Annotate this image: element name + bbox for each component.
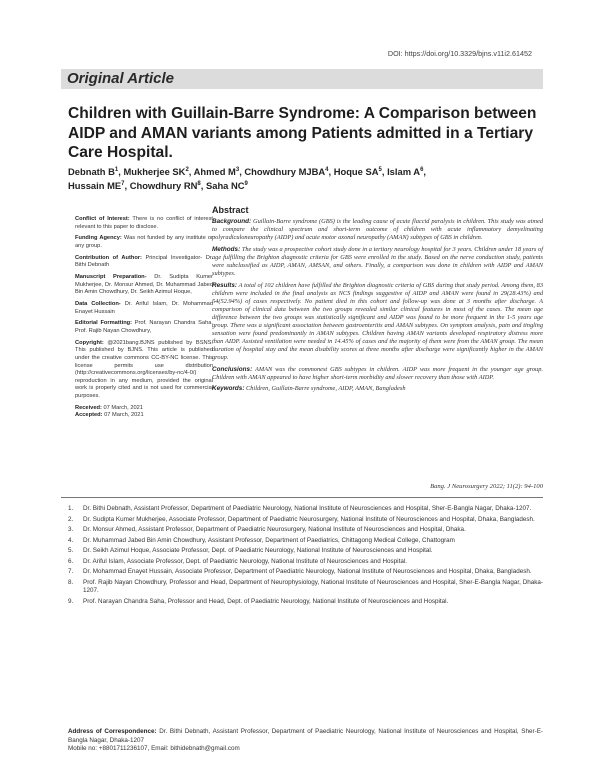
mobile-label: Mobile no: (68, 745, 98, 753)
manuscript-label: Manuscript Preparation- (75, 274, 147, 281)
affiliation-list (68, 505, 543, 608)
correspondence-text: Dr. Bithi Debnath, Assistant Professor, Department of Paediatric Neurology, National Institute of Neurosciences and Hospital, Sher-E-Bangla Nagar, Dhaka-1207 (68, 728, 543, 744)
doi-link[interactable]: DOI: https://doi.org/10.3329/bjns.v11i2.61452 (387, 49, 532, 58)
author-sep: , (328, 166, 334, 178)
section-banner (61, 69, 543, 89)
author-name: Chowdhury RN (129, 180, 198, 192)
conflict-label: Conflict of Interest: (75, 216, 130, 222)
affiliation-item (68, 516, 543, 525)
author-sep: , (239, 166, 245, 178)
affiliation-item (68, 579, 543, 596)
affiliation-number: 3. (68, 526, 74, 533)
affiliation-item (68, 526, 543, 535)
methods-label: Methods: (212, 245, 241, 253)
author-sep: , (118, 166, 124, 178)
accepted-label: Accepted: (75, 412, 103, 419)
footnote-divider (61, 497, 543, 498)
abstract-results (212, 282, 543, 363)
manuscript-text: Dr. Sudipta Kumer Mukherjee, Dr. Monsur Ahmed, Dr. Muhammad Jabed Bin Amin Chowdhury, Dr. Seikh Azimul Hoque, (75, 274, 213, 296)
affiliation-text: Dr. Sudipta Kumer Mukherjee, Associate Professor, Department of Paediatric Neurosurgery, National Institute of Neurosciences and Hospital, Dhaka, Bangladesh. (83, 515, 535, 523)
conflict-text: There is no conflict of interest relevant to this paper to disclose. (75, 216, 213, 230)
received-value: 07 March, 2021 (103, 404, 143, 411)
email-address[interactable]: bithidebnath@gmail.com (170, 745, 240, 753)
author-contribution (75, 255, 213, 270)
author-sep: , (423, 166, 427, 178)
abstract (212, 206, 543, 397)
datacollection-text: Dr. Ariful Islam, Dr. Mohammad Enayet Hussain (75, 301, 213, 315)
affiliation-text: Dr. Mohammad Enayet Hussain, Associate Professor, Department of Paediatric Neurology, National Institute of Neurosciences and Hospital, Dhaka, Bangladesh. (83, 568, 532, 575)
correspondence-label: Address of Correspondence: (68, 728, 157, 735)
affiliation-number: 6. (68, 557, 74, 565)
affiliation-item (68, 558, 543, 567)
affiliation-item (68, 568, 543, 577)
author-sep: , (124, 180, 130, 192)
copyright-text: @2021bang.BJNS published by BSNS. This published by BJNS. This article is published under the creative commons CC-BY-NC license. This license permits use distribution (http://creativecommons.org/licenses/by-nc/4-0/) reproduction in any medium, provided the original work is properly cited and is not used for commercial purposes. (75, 339, 213, 399)
conflict-of-interest (75, 216, 213, 231)
affiliation-item (68, 505, 543, 514)
article-info-sidebar (75, 216, 213, 420)
manuscript-preparation (75, 274, 213, 297)
author-name: Saha NC (205, 180, 245, 192)
section-label: Original Article (67, 70, 174, 87)
author-affil-sup: 7 (121, 181, 125, 188)
editorial-formatting (75, 320, 213, 335)
author-affil-sup: 8 (197, 181, 201, 188)
author-name: Islam A (387, 166, 421, 178)
author-sep: , (188, 166, 194, 178)
author-name: Hoque SA (333, 166, 379, 178)
author-affil-sup: 6 (420, 167, 424, 173)
affiliation-number: 2. (68, 515, 74, 523)
affiliation-text: Dr. Muhammad Jabed Bin Amin Chowdhury, Assistant Professor, Department of Paediatrics, Chittagong Medical College, Chattogram (83, 536, 455, 544)
author-affil-sup: 5 (378, 167, 382, 173)
funding-label: Funding Agency: (75, 235, 122, 242)
conclusions-text: AMAN was the commonest GBS subtypes in children. AIDP was more frequent in the younger age group. Children with AMAN appeared to have higher short-term morbidity and slower recovery than those with AIDP. (212, 365, 543, 381)
affiliation-number: 5. (68, 547, 74, 554)
affiliation-item (68, 547, 543, 556)
editorial-text: Prof. Narayan Chandra Saha, Prof. Rajib Nayan Chowdhury, (75, 320, 213, 335)
affiliation-text: Dr. Seikh Azimul Hoque, Associate Professor, Dept. of Paediatric Neurology, National Institute of Neurosciences and Hospital. (83, 547, 433, 554)
author-affil-sup: 4 (325, 167, 329, 173)
author-name: Ahmed M (193, 166, 236, 178)
author-name: Debnath B (68, 166, 115, 178)
affiliation-text: Prof. Rajib Nayan Chowdhury, Professor and Head, Department of Neurophysiology, National Institute of Neurosciences and Hospital, Sher-E-Bangla Nagar, Dhaka-1207. (83, 578, 543, 595)
affiliation-number: 9. (68, 597, 74, 605)
abstract-background (212, 218, 543, 242)
methods-text: The study was a prospective cohort study done in a tertiary neurology hospital for 3 years. Children under 18 years of age fulfilling the Brighton diagnostic criteria for GBS were enrolled in the study. Based on the nerve conduction study, patients were subclassified as AIDP, AMAN, AMSAN, and others. Finally, a comparison was done in children with AIDP and AMAN subtypes. (212, 245, 543, 278)
affiliation-number: 7. (68, 568, 74, 575)
affiliation-text: Prof. Narayan Chandra Saha, Professor and Head, Dept. of Paediatric Neurology, National Institute of Neurosciences and Hospital. (83, 597, 449, 605)
received-date (75, 405, 213, 413)
email-label: Email: (151, 745, 169, 753)
background-text: Guillain-Barre syndrome (GBS) is the leading cause of acute flaccid paralysis in children. This study was aimed to compare the clinical spectrum and short-term outcome of children with acute inflammatory demyelinating polyradiculoneuropathy (AIDP) and acute motor axonal neuropathy (AMAN) subtypes of GBS in children. (212, 218, 543, 242)
author-sep: , (381, 166, 388, 178)
author-name: Hussain ME (68, 180, 122, 192)
author-list (68, 164, 548, 192)
affiliation-item (68, 537, 543, 546)
background-label: Background: (212, 218, 252, 226)
datacollection-label: Data Collection- (75, 301, 121, 308)
journal-citation: Bang. J Neurosurgery 2022; 11(2): 94-100 (430, 483, 543, 490)
abstract-heading: Abstract (212, 205, 249, 215)
abstract-conclusions (212, 366, 543, 382)
abstract-keywords (212, 385, 543, 393)
affiliation-number: 4. (68, 536, 74, 544)
affiliation-text: Dr. Monsur Ahmed, Assistant Professor, Department of Paediatric Neurosurgery, National Institute of Neurosciences and Hospital, Dhaka. (83, 526, 466, 533)
affiliation-number: 1. (68, 505, 74, 512)
contribution-label: Contribution of Author: (75, 254, 142, 261)
author-affil-sup: 2 (185, 167, 189, 173)
affiliation-text: Dr. Bithi Debnath, Assistant Professor, Department of Paediatric Neurology, National Institute of Neurosciences and Hospital, Sher-E-Bangla Nagar, Dhaka-1207. (83, 505, 532, 512)
contact-line (68, 745, 543, 754)
author-sep: , (200, 180, 206, 192)
data-collection (75, 301, 213, 316)
accepted-date (75, 412, 213, 420)
affiliation-text: Dr. Ariful Islam, Associate Professor, Dept. of Paediatric Neurology, National Institute of Neurosciences and Hospital. (83, 557, 407, 565)
keywords-label: Keywords: (212, 385, 245, 393)
copyright-notice (75, 340, 213, 401)
results-label: Results: (212, 281, 238, 289)
author-line-2 (68, 178, 548, 192)
correspondence-line (68, 728, 543, 745)
affiliation-item (68, 598, 543, 607)
copyright-label: Copyright: (75, 339, 104, 346)
editorial-label: Editorial Formatting: (75, 320, 133, 327)
mobile-number: +8801711236107, (98, 745, 150, 753)
author-name: Mukherjee SK (123, 166, 186, 178)
author-affil-sup: 1 (114, 167, 119, 173)
author-line-1 (68, 164, 548, 178)
funding-text: Was not funded by any institute or any group. (75, 235, 213, 249)
conclusions-label: Conclusions: (212, 365, 253, 373)
received-label: Received: (75, 404, 102, 411)
correspondence-address (68, 728, 543, 754)
contribution-text: Principal Investigator- Dr. Bithi Debnath (75, 254, 213, 269)
author-name: Chowdhury MJBA (244, 166, 326, 178)
affiliation-number: 8. (68, 578, 74, 586)
article-title: Children with Guillain-Barre Syndrome: A Comparison between AIDP and AMAN variants among Patients admitted in a Tertiary Care Hospital. (68, 105, 537, 161)
abstract-methods (212, 246, 543, 278)
results-text: A total of 102 children have fulfilled the Brighton diagnostic criteria of GBS during that study period. Among them, 83 children were included in the final analysis as NCS findings suggestive of AIDP and AMAN were found in 29(28.43%) and 54(52.94%) of cases respectively. No patient died in this cohort and follow-up was done at 3 months after discharge. A comparison of clinical data between the two groups revealed similar clinical features in most of the cases. The mean age difference between the two groups was statistically significant and AIDP was found to be more frequent in the 1-5 years age group. There was a significant association between gastroenteritis and AMAN subtypes. On symptom analysis, pain and tingling sensation were found predominantly in AMAN subtypes. Children having AMAN variants developed respiratory distress more than AIDP. Assisted ventilation were needed in 14.45% of cases and the majority of them were from the AMAN group. The mean duration of hospital stay and the mean disability scores at three months after discharge were significantly higher in the AMAN group. (212, 281, 543, 362)
accepted-value: 07 March, 2021 (104, 412, 144, 419)
funding-agency (75, 235, 213, 250)
author-affil-sup: 3 (235, 167, 240, 173)
author-affil-sup: 9 (244, 181, 248, 188)
keywords-text: Children, Guillain-Barre syndrome, AIDP, AMAN, Bangladesh (246, 385, 406, 393)
